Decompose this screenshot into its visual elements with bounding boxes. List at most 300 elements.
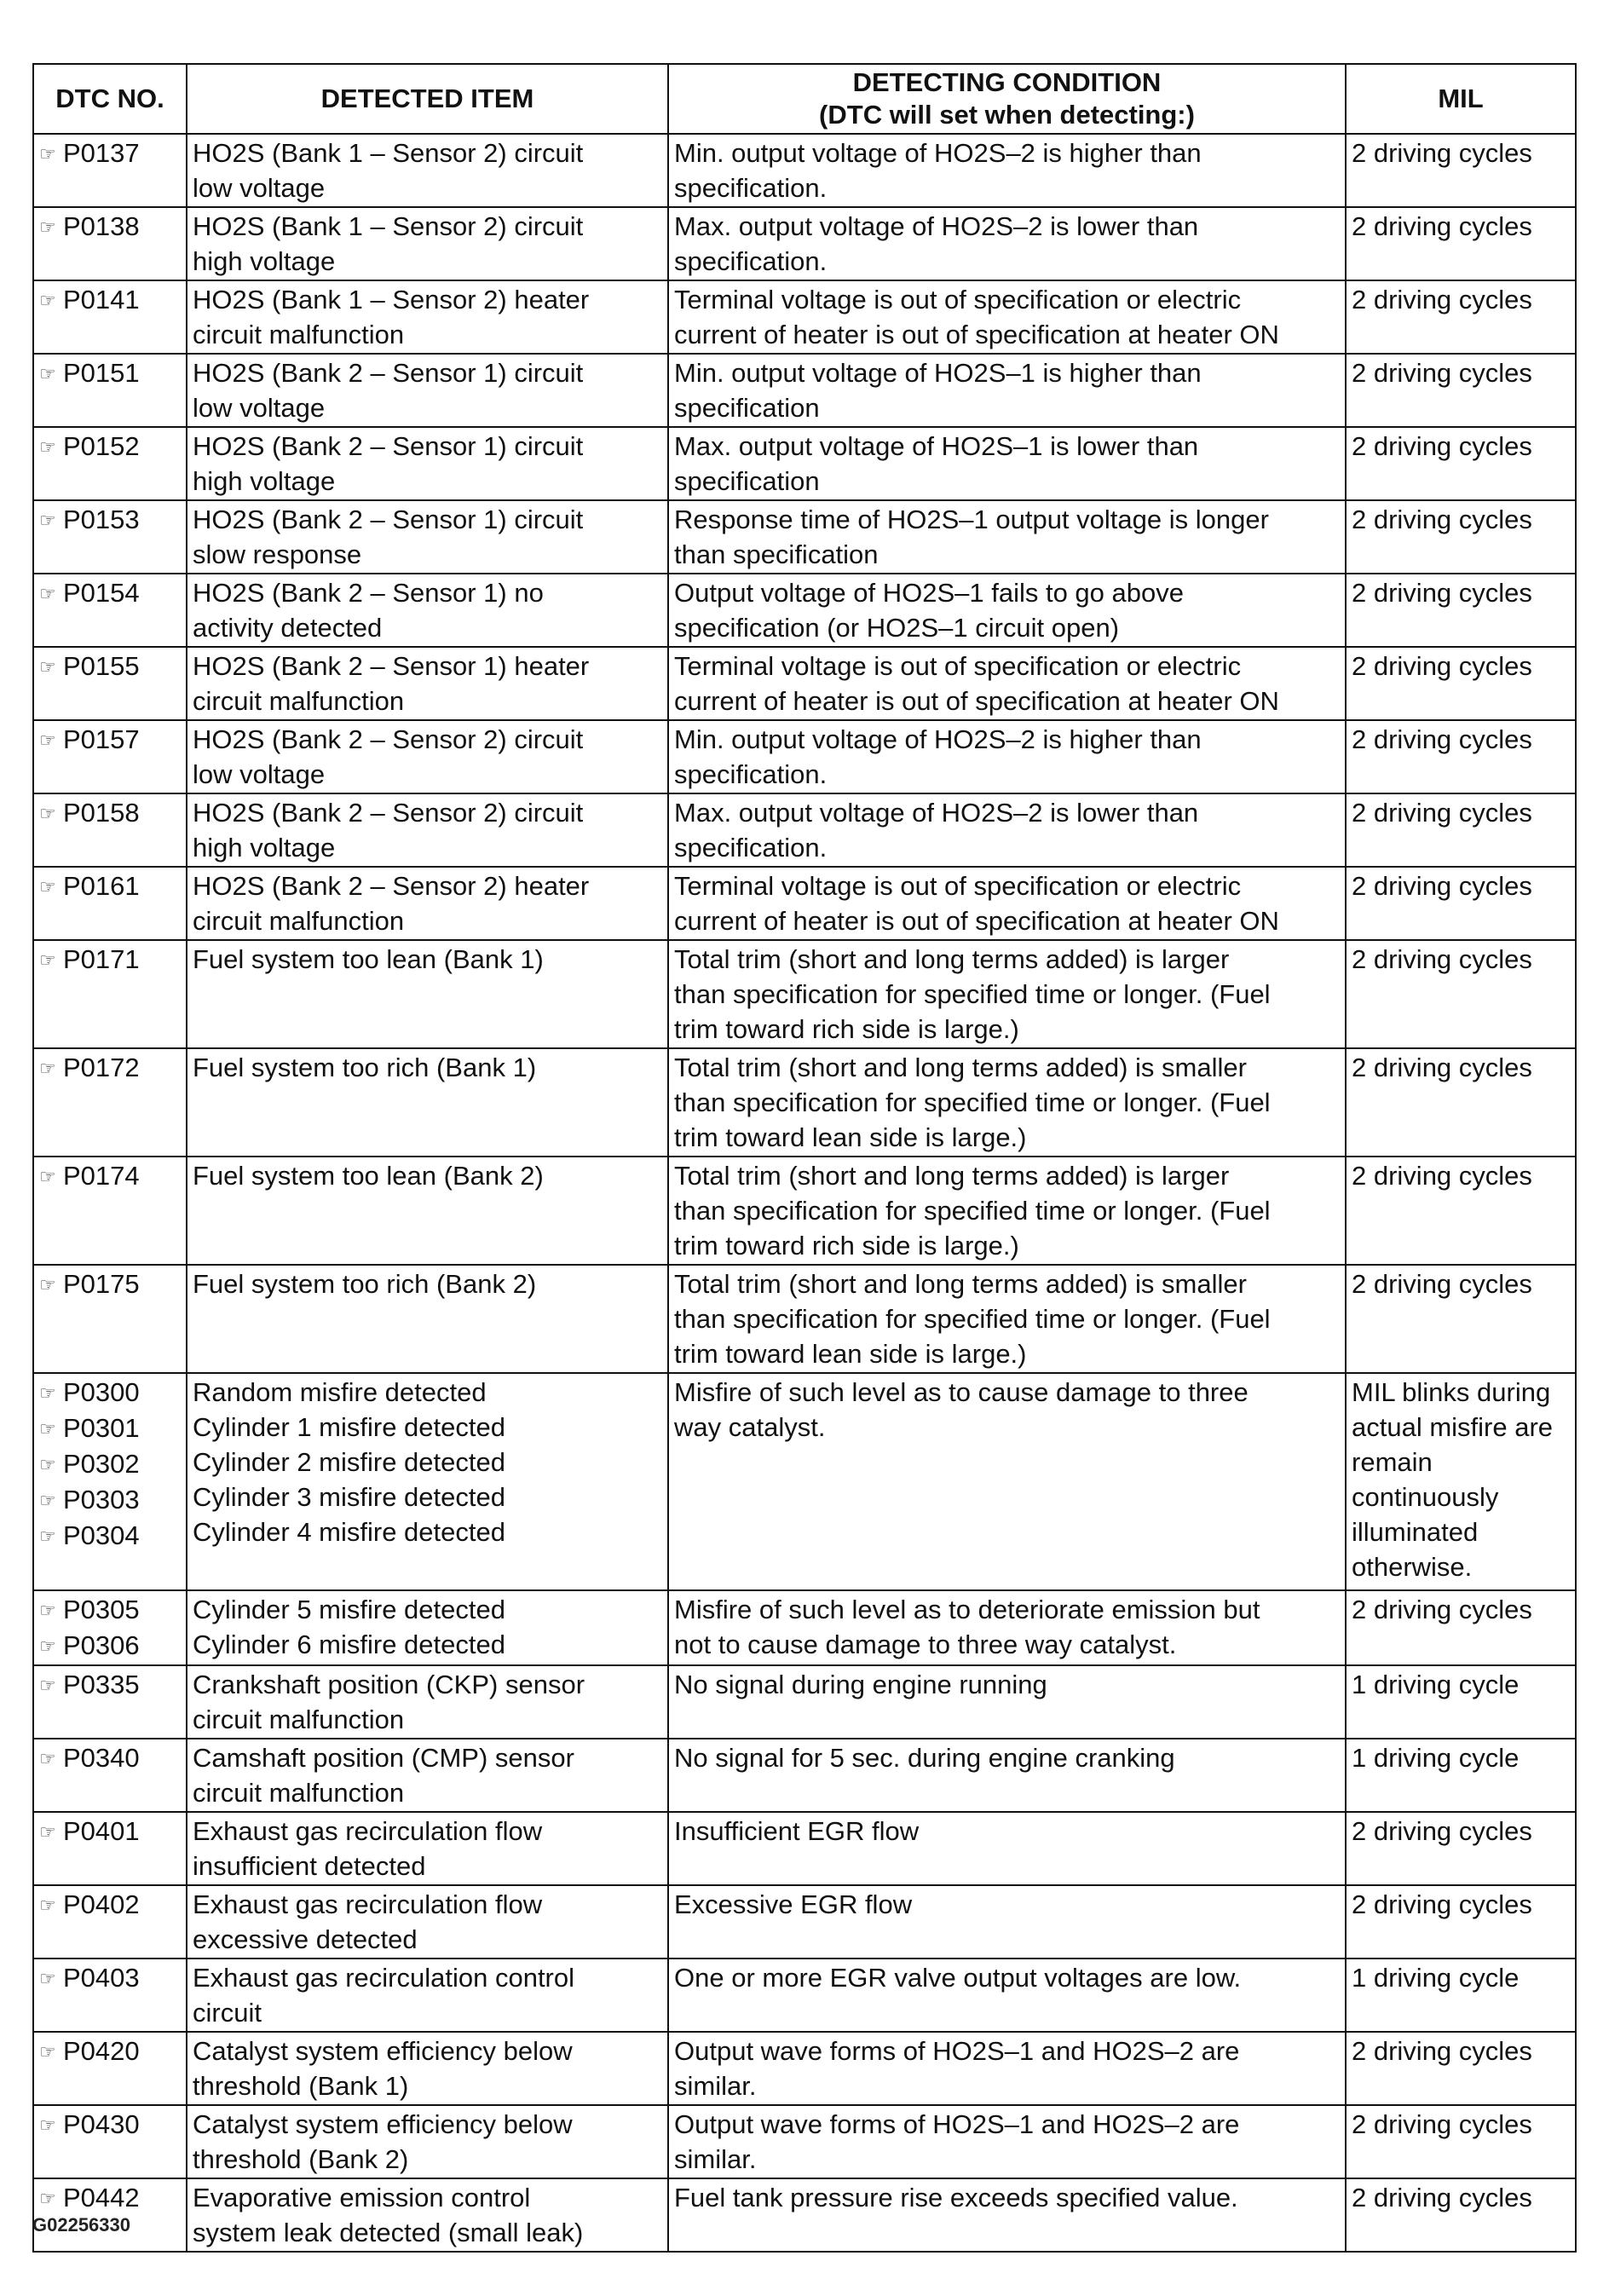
detecting-condition-cell bbox=[668, 1885, 1346, 1959]
dtc-code-line bbox=[39, 1960, 182, 1996]
dtc-code-line bbox=[39, 1592, 182, 1628]
detected-item-text: Exhaust gas recirculation control bbox=[193, 1963, 575, 1993]
dtc-code-line bbox=[39, 355, 182, 391]
pointing-hand-icon: ☞ bbox=[39, 290, 56, 311]
dtc-code-cell bbox=[33, 1590, 187, 1665]
dtc-code: P0153 bbox=[63, 505, 140, 534]
dtc-code-cell bbox=[33, 427, 187, 500]
mil-text: 2 driving cycles bbox=[1352, 578, 1532, 608]
dtc-code-line bbox=[39, 1266, 182, 1302]
mil-text: 2 driving cycles bbox=[1352, 2183, 1532, 2212]
detected-item-text: activity detected bbox=[193, 613, 383, 643]
mil-cell bbox=[1346, 1665, 1576, 1739]
dtc-code: P0172 bbox=[63, 1053, 140, 1082]
detected-item-text: system leak detected (small leak) bbox=[193, 2218, 584, 2247]
detecting-condition-cell bbox=[668, 940, 1346, 1048]
pointing-hand-icon: ☞ bbox=[39, 1600, 56, 1621]
dtc-code-line bbox=[39, 429, 182, 464]
detected-item-text: HO2S (Bank 2 – Sensor 1) circuit bbox=[193, 431, 584, 461]
detected-item-text: Crankshaft position (CKP) sensor bbox=[193, 1670, 585, 1699]
detecting-condition-text: than specification for specified time or longer. (Fuel bbox=[674, 1304, 1271, 1334]
dtc-code-line bbox=[39, 1814, 182, 1849]
pointing-hand-icon: ☞ bbox=[39, 1895, 56, 1916]
table-row bbox=[33, 1265, 1576, 1373]
mil-cell bbox=[1346, 1157, 1576, 1265]
detected-item-text: threshold (Bank 1) bbox=[193, 2071, 409, 2101]
detected-item-text: Cylinder 5 misfire detected bbox=[193, 1595, 505, 1624]
detecting-condition-text: similar. bbox=[674, 2071, 757, 2101]
detected-item-cell bbox=[187, 1739, 668, 1812]
detecting-condition-text: than specification for specified time or longer. (Fuel bbox=[674, 979, 1271, 1009]
dtc-code: P0171 bbox=[63, 944, 140, 974]
detecting-condition-text: trim toward rich side is large.) bbox=[674, 1014, 1019, 1044]
detected-item-text: Fuel system too rich (Bank 1) bbox=[193, 1053, 537, 1082]
detecting-condition-cell bbox=[668, 574, 1346, 647]
dtc-code-cell bbox=[33, 134, 187, 207]
table-row bbox=[33, 354, 1576, 427]
table-row bbox=[33, 1665, 1576, 1739]
detecting-condition-text: Misfire of such level as to deteriorate emission but bbox=[674, 1595, 1260, 1624]
table-row bbox=[33, 2105, 1576, 2178]
detecting-condition-text: trim toward lean side is large.) bbox=[674, 1122, 1027, 1152]
detecting-condition-text: than specification for specified time or longer. (Fuel bbox=[674, 1087, 1271, 1117]
dtc-code: P0151 bbox=[63, 358, 140, 388]
dtc-code-line bbox=[39, 868, 182, 904]
mil-text: 2 driving cycles bbox=[1352, 651, 1532, 681]
detecting-condition-cell bbox=[668, 1265, 1346, 1373]
detected-item-cell bbox=[187, 1048, 668, 1157]
table-row bbox=[33, 2178, 1576, 2252]
spacer bbox=[39, 1554, 182, 1589]
mil-cell bbox=[1346, 500, 1576, 574]
dtc-code-line bbox=[39, 1887, 182, 1923]
table-row bbox=[33, 647, 1576, 720]
pointing-hand-icon: ☞ bbox=[39, 949, 56, 971]
dtc-table-body bbox=[33, 134, 1576, 2252]
detected-item-cell bbox=[187, 427, 668, 500]
mil-text: 1 driving cycle bbox=[1352, 1743, 1520, 1773]
detecting-condition-text: Min. output voltage of HO2S–2 is higher than bbox=[674, 724, 1202, 754]
dtc-code-cell bbox=[33, 354, 187, 427]
mil-cell bbox=[1346, 940, 1576, 1048]
detecting-condition-text: Max. output voltage of HO2S–2 is lower than bbox=[674, 798, 1199, 828]
detecting-condition-text: similar. bbox=[674, 2144, 757, 2174]
dtc-code-line bbox=[39, 575, 182, 611]
mil-text: actual misfire are bbox=[1352, 1412, 1554, 1442]
detected-item-cell bbox=[187, 354, 668, 427]
detected-item-text: excessive detected bbox=[193, 1924, 418, 1954]
dtc-code: P0141 bbox=[63, 285, 140, 314]
pointing-hand-icon: ☞ bbox=[39, 510, 56, 531]
table-row bbox=[33, 1590, 1576, 1665]
mil-text: 2 driving cycles bbox=[1352, 2109, 1532, 2139]
mil-text: continuously bbox=[1352, 1482, 1499, 1512]
dtc-code: P0138 bbox=[63, 211, 140, 241]
mil-cell bbox=[1346, 1812, 1576, 1885]
header-condition-line1: DETECTING CONDITION bbox=[852, 67, 1162, 97]
detecting-condition-text: specification. bbox=[674, 759, 828, 789]
dtc-code: P0152 bbox=[63, 431, 140, 461]
detecting-condition-text: specification. bbox=[674, 173, 828, 203]
pointing-hand-icon: ☞ bbox=[39, 143, 56, 164]
table-row bbox=[33, 1885, 1576, 1959]
dtc-code-line bbox=[39, 649, 182, 684]
dtc-code-line bbox=[39, 2034, 182, 2069]
mil-cell bbox=[1346, 1373, 1576, 1590]
detected-item-text: Cylinder 4 misfire detected bbox=[193, 1517, 505, 1547]
detecting-condition-text: No signal during engine running bbox=[674, 1670, 1047, 1699]
detecting-condition-text: way catalyst. bbox=[674, 1412, 826, 1442]
table-row bbox=[33, 793, 1576, 867]
dtc-code-line bbox=[39, 1446, 182, 1482]
mil-text: 2 driving cycles bbox=[1352, 1269, 1532, 1299]
detected-item-text: low voltage bbox=[193, 393, 326, 423]
table-row bbox=[33, 1373, 1576, 1590]
detected-item-cell bbox=[187, 2178, 668, 2252]
dtc-code: P0155 bbox=[63, 651, 140, 681]
dtc-code: P0302 bbox=[63, 1449, 140, 1479]
mil-cell bbox=[1346, 793, 1576, 867]
detected-item-text: Catalyst system efficiency below bbox=[193, 2109, 573, 2139]
detected-item-cell bbox=[187, 1885, 668, 1959]
dtc-code: P0305 bbox=[63, 1595, 140, 1624]
detected-item-cell bbox=[187, 647, 668, 720]
mil-text: 2 driving cycles bbox=[1352, 1161, 1532, 1191]
detecting-condition-text: not to cause damage to three way catalyst. bbox=[674, 1630, 1177, 1659]
detecting-condition-text: Total trim (short and long terms added) is larger bbox=[674, 1161, 1230, 1191]
detected-item-text: high voltage bbox=[193, 466, 336, 496]
dtc-code-line bbox=[39, 1158, 182, 1194]
detecting-condition-text: Misfire of such level as to cause damage to three bbox=[674, 1377, 1249, 1407]
pointing-hand-icon: ☞ bbox=[39, 363, 56, 384]
table-row bbox=[33, 134, 1576, 207]
dtc-code: P0420 bbox=[63, 2036, 140, 2066]
detected-item-text: insufficient detected bbox=[193, 1851, 426, 1881]
mil-text: remain bbox=[1352, 1447, 1433, 1477]
detected-item-cell bbox=[187, 500, 668, 574]
mil-cell bbox=[1346, 1959, 1576, 2032]
dtc-code-cell bbox=[33, 1157, 187, 1265]
table-row bbox=[33, 1739, 1576, 1812]
detecting-condition-text: Total trim (short and long terms added) is smaller bbox=[674, 1053, 1247, 1082]
dtc-code-cell bbox=[33, 793, 187, 867]
mil-text: illuminated bbox=[1352, 1517, 1479, 1547]
dtc-code-cell bbox=[33, 647, 187, 720]
table-row bbox=[33, 1048, 1576, 1157]
detecting-condition-text: specification. bbox=[674, 246, 828, 276]
detected-item-text: circuit malfunction bbox=[193, 320, 405, 349]
detected-item-text: slow response bbox=[193, 539, 362, 569]
detecting-condition-text: Min. output voltage of HO2S–1 is higher than bbox=[674, 358, 1202, 388]
dtc-code-cell bbox=[33, 720, 187, 793]
dtc-code-line bbox=[39, 1410, 182, 1446]
dtc-code-line bbox=[39, 1375, 182, 1410]
dtc-code: P0306 bbox=[63, 1630, 140, 1660]
detected-item-cell bbox=[187, 1812, 668, 1885]
pointing-hand-icon: ☞ bbox=[39, 1968, 56, 1989]
pointing-hand-icon: ☞ bbox=[39, 803, 56, 824]
detected-item-cell bbox=[187, 134, 668, 207]
detecting-condition-text: specification bbox=[674, 466, 820, 496]
detecting-condition-text: specification bbox=[674, 393, 820, 423]
mil-text: 2 driving cycles bbox=[1352, 2036, 1532, 2066]
dtc-code-cell bbox=[33, 1812, 187, 1885]
table-row bbox=[33, 1812, 1576, 1885]
table-row bbox=[33, 280, 1576, 354]
detected-item-text: HO2S (Bank 2 – Sensor 1) no bbox=[193, 578, 544, 608]
header-mil: MIL bbox=[1346, 64, 1576, 134]
detected-item-cell bbox=[187, 1590, 668, 1665]
detecting-condition-cell bbox=[668, 1959, 1346, 2032]
table-header-row bbox=[33, 64, 1576, 134]
detecting-condition-text: Terminal voltage is out of specification or electric bbox=[674, 651, 1242, 681]
detected-item-cell bbox=[187, 574, 668, 647]
detected-item-text: Fuel system too rich (Bank 2) bbox=[193, 1269, 537, 1299]
detected-item-cell bbox=[187, 1959, 668, 2032]
dtc-table bbox=[32, 63, 1577, 2253]
detecting-condition-cell bbox=[668, 720, 1346, 793]
pointing-hand-icon: ☞ bbox=[39, 1635, 56, 1657]
dtc-code-cell bbox=[33, 867, 187, 940]
detected-item-cell bbox=[187, 2032, 668, 2105]
detecting-condition-text: Insufficient EGR flow bbox=[674, 1816, 920, 1846]
pointing-hand-icon: ☞ bbox=[39, 1382, 56, 1404]
pointing-hand-icon: ☞ bbox=[39, 656, 56, 678]
pointing-hand-icon: ☞ bbox=[39, 730, 56, 751]
detecting-condition-text: than specification for specified time or longer. (Fuel bbox=[674, 1196, 1271, 1226]
dtc-code: P0174 bbox=[63, 1161, 140, 1191]
table-row bbox=[33, 867, 1576, 940]
detecting-condition-text: Fuel tank pressure rise exceeds specified value. bbox=[674, 2183, 1238, 2212]
detected-item-text: HO2S (Bank 2 – Sensor 1) circuit bbox=[193, 505, 584, 534]
mil-cell bbox=[1346, 1048, 1576, 1157]
dtc-code-cell bbox=[33, 280, 187, 354]
dtc-code: P0401 bbox=[63, 1816, 140, 1846]
detected-item-cell bbox=[187, 1373, 668, 1590]
dtc-code-line bbox=[39, 2180, 182, 2216]
mil-cell bbox=[1346, 207, 1576, 280]
dtc-code-line bbox=[39, 136, 182, 171]
dtc-code-cell bbox=[33, 1665, 187, 1739]
dtc-code: P0303 bbox=[63, 1485, 140, 1514]
mil-cell bbox=[1346, 427, 1576, 500]
detecting-condition-cell bbox=[668, 793, 1346, 867]
detecting-condition-cell bbox=[668, 2178, 1346, 2252]
detected-item-text: Exhaust gas recirculation flow bbox=[193, 1889, 543, 1919]
dtc-code: P0340 bbox=[63, 1743, 140, 1773]
mil-cell bbox=[1346, 1885, 1576, 1959]
detected-item-cell bbox=[187, 1665, 668, 1739]
dtc-code-cell bbox=[33, 1739, 187, 1812]
detecting-condition-cell bbox=[668, 647, 1346, 720]
detecting-condition-text: Output voltage of HO2S–1 fails to go above bbox=[674, 578, 1184, 608]
detecting-condition-text: Total trim (short and long terms added) is larger bbox=[674, 944, 1230, 974]
dtc-code: P0157 bbox=[63, 724, 140, 754]
detected-item-text: circuit malfunction bbox=[193, 686, 405, 716]
mil-text: 2 driving cycles bbox=[1352, 431, 1532, 461]
mil-cell bbox=[1346, 280, 1576, 354]
mil-text: 1 driving cycle bbox=[1352, 1963, 1520, 1993]
dtc-code: P0442 bbox=[63, 2183, 140, 2212]
pointing-hand-icon: ☞ bbox=[39, 436, 56, 458]
mil-text: 2 driving cycles bbox=[1352, 1595, 1532, 1624]
dtc-code: P0175 bbox=[63, 1269, 140, 1299]
table-row bbox=[33, 574, 1576, 647]
pointing-hand-icon: ☞ bbox=[39, 1490, 56, 1511]
detected-item-cell bbox=[187, 1265, 668, 1373]
dtc-code-line bbox=[39, 1050, 182, 1086]
mil-text: MIL blinks during bbox=[1352, 1377, 1551, 1407]
table-row bbox=[33, 500, 1576, 574]
table-row bbox=[33, 427, 1576, 500]
detecting-condition-cell bbox=[668, 1739, 1346, 1812]
detecting-condition-cell bbox=[668, 427, 1346, 500]
header-condition-line2: (DTC will set when detecting:) bbox=[819, 100, 1195, 130]
table-row bbox=[33, 940, 1576, 1048]
detected-item-cell bbox=[187, 720, 668, 793]
detected-item-text: Cylinder 6 misfire detected bbox=[193, 1630, 505, 1659]
mil-cell bbox=[1346, 2105, 1576, 2178]
mil-cell bbox=[1346, 1265, 1576, 1373]
dtc-code-line bbox=[39, 722, 182, 758]
dtc-code-line bbox=[39, 2107, 182, 2143]
table-row bbox=[33, 720, 1576, 793]
detecting-condition-cell bbox=[668, 207, 1346, 280]
mil-cell bbox=[1346, 1590, 1576, 1665]
table-row bbox=[33, 207, 1576, 280]
detected-item-cell bbox=[187, 207, 668, 280]
detecting-condition-text: specification. bbox=[674, 833, 828, 862]
detected-item-text: circuit malfunction bbox=[193, 1705, 405, 1734]
detecting-condition-text: current of heater is out of specification at heater ON bbox=[674, 686, 1279, 716]
detected-item-text: Cylinder 1 misfire detected bbox=[193, 1412, 505, 1442]
dtc-code-cell bbox=[33, 2105, 187, 2178]
detecting-condition-text: Total trim (short and long terms added) is smaller bbox=[674, 1269, 1247, 1299]
detecting-condition-cell bbox=[668, 280, 1346, 354]
detecting-condition-text: Output wave forms of HO2S–1 and HO2S–2 are bbox=[674, 2036, 1240, 2066]
dtc-code-cell bbox=[33, 1373, 187, 1590]
detecting-condition-text: Terminal voltage is out of specification or electric bbox=[674, 285, 1242, 314]
mil-cell bbox=[1346, 574, 1576, 647]
detected-item-text: low voltage bbox=[193, 173, 326, 203]
detected-item-text: Cylinder 2 misfire detected bbox=[193, 1447, 505, 1477]
dtc-code-line bbox=[39, 1740, 182, 1776]
detected-item-text: Evaporative emission control bbox=[193, 2183, 531, 2212]
detecting-condition-text: Response time of HO2S–1 output voltage is longer bbox=[674, 505, 1269, 534]
pointing-hand-icon: ☞ bbox=[39, 1821, 56, 1843]
detected-item-text: Random misfire detected bbox=[193, 1377, 487, 1407]
pointing-hand-icon: ☞ bbox=[39, 583, 56, 604]
mil-text: 2 driving cycles bbox=[1352, 871, 1532, 901]
pointing-hand-icon: ☞ bbox=[39, 216, 56, 238]
header-detected-item: DETECTED ITEM bbox=[187, 64, 668, 134]
table-row bbox=[33, 1157, 1576, 1265]
dtc-code-cell bbox=[33, 500, 187, 574]
detecting-condition-cell bbox=[668, 2032, 1346, 2105]
detecting-condition-text: specification (or HO2S–1 circuit open) bbox=[674, 613, 1120, 643]
detected-item-cell bbox=[187, 1157, 668, 1265]
detecting-condition-text: Max. output voltage of HO2S–2 is lower than bbox=[674, 211, 1199, 241]
dtc-table-container bbox=[32, 63, 1575, 2253]
detected-item-text: circuit malfunction bbox=[193, 906, 405, 936]
dtc-code-line bbox=[39, 1482, 182, 1518]
detecting-condition-text: Min. output voltage of HO2S–2 is higher than bbox=[674, 138, 1202, 168]
pointing-hand-icon: ☞ bbox=[39, 1274, 56, 1295]
detecting-condition-text: One or more EGR valve output voltages are low. bbox=[674, 1963, 1242, 1993]
detecting-condition-text: Output wave forms of HO2S–1 and HO2S–2 are bbox=[674, 2109, 1240, 2139]
mil-text: 2 driving cycles bbox=[1352, 138, 1532, 168]
pointing-hand-icon: ☞ bbox=[39, 1454, 56, 1475]
detecting-condition-text: current of heater is out of specification at heater ON bbox=[674, 906, 1279, 936]
dtc-code: P0402 bbox=[63, 1889, 140, 1919]
dtc-code-cell bbox=[33, 1885, 187, 1959]
pointing-hand-icon: ☞ bbox=[39, 1166, 56, 1187]
detected-item-text: Fuel system too lean (Bank 2) bbox=[193, 1161, 544, 1191]
dtc-code-line bbox=[39, 282, 182, 318]
detected-item-cell bbox=[187, 793, 668, 867]
pointing-hand-icon: ☞ bbox=[39, 876, 56, 897]
detected-item-text: HO2S (Bank 2 – Sensor 2) heater bbox=[193, 871, 590, 901]
detected-item-text: high voltage bbox=[193, 833, 336, 862]
detected-item-text: Camshaft position (CMP) sensor bbox=[193, 1743, 574, 1773]
detecting-condition-text: than specification bbox=[674, 539, 879, 569]
detected-item-text: HO2S (Bank 1 – Sensor 2) heater bbox=[193, 285, 590, 314]
dtc-code: P0301 bbox=[63, 1413, 140, 1443]
dtc-code: P0403 bbox=[63, 1963, 140, 1993]
mil-text: 2 driving cycles bbox=[1352, 285, 1532, 314]
dtc-code: P0161 bbox=[63, 871, 140, 901]
detected-item-text: HO2S (Bank 1 – Sensor 2) circuit bbox=[193, 138, 584, 168]
dtc-code-line bbox=[39, 1667, 182, 1703]
detecting-condition-cell bbox=[668, 2105, 1346, 2178]
dtc-code-line bbox=[39, 1518, 182, 1554]
detecting-condition-cell bbox=[668, 134, 1346, 207]
mil-text: 2 driving cycles bbox=[1352, 724, 1532, 754]
detecting-condition-text: current of heater is out of specification at heater ON bbox=[674, 320, 1279, 349]
detecting-condition-text: Terminal voltage is out of specification or electric bbox=[674, 871, 1242, 901]
pointing-hand-icon: ☞ bbox=[39, 1526, 56, 1547]
pointing-hand-icon: ☞ bbox=[39, 2188, 56, 2209]
mil-cell bbox=[1346, 2032, 1576, 2105]
mil-cell bbox=[1346, 1739, 1576, 1812]
pointing-hand-icon: ☞ bbox=[39, 1058, 56, 1079]
dtc-code-line bbox=[39, 209, 182, 245]
dtc-code-line bbox=[39, 942, 182, 978]
detected-item-text: Exhaust gas recirculation flow bbox=[193, 1816, 543, 1846]
pointing-hand-icon: ☞ bbox=[39, 1675, 56, 1696]
detected-item-text: high voltage bbox=[193, 246, 336, 276]
mil-cell bbox=[1346, 134, 1576, 207]
dtc-code-cell bbox=[33, 1959, 187, 2032]
detected-item-text: low voltage bbox=[193, 759, 326, 789]
mil-text: 2 driving cycles bbox=[1352, 944, 1532, 974]
mil-text: 2 driving cycles bbox=[1352, 505, 1532, 534]
dtc-code-line bbox=[39, 1628, 182, 1664]
mil-cell bbox=[1346, 2178, 1576, 2252]
detected-item-cell bbox=[187, 940, 668, 1048]
dtc-code: P0304 bbox=[63, 1520, 140, 1550]
pointing-hand-icon: ☞ bbox=[39, 2114, 56, 2136]
detected-item-cell bbox=[187, 867, 668, 940]
detecting-condition-cell bbox=[668, 1812, 1346, 1885]
dtc-code-cell bbox=[33, 1265, 187, 1373]
detecting-condition-text: Max. output voltage of HO2S–1 is lower than bbox=[674, 431, 1199, 461]
mil-text: 2 driving cycles bbox=[1352, 798, 1532, 828]
dtc-code: P0137 bbox=[63, 138, 140, 168]
dtc-code-line bbox=[39, 502, 182, 538]
detecting-condition-cell bbox=[668, 1373, 1346, 1590]
detecting-condition-cell bbox=[668, 1157, 1346, 1265]
